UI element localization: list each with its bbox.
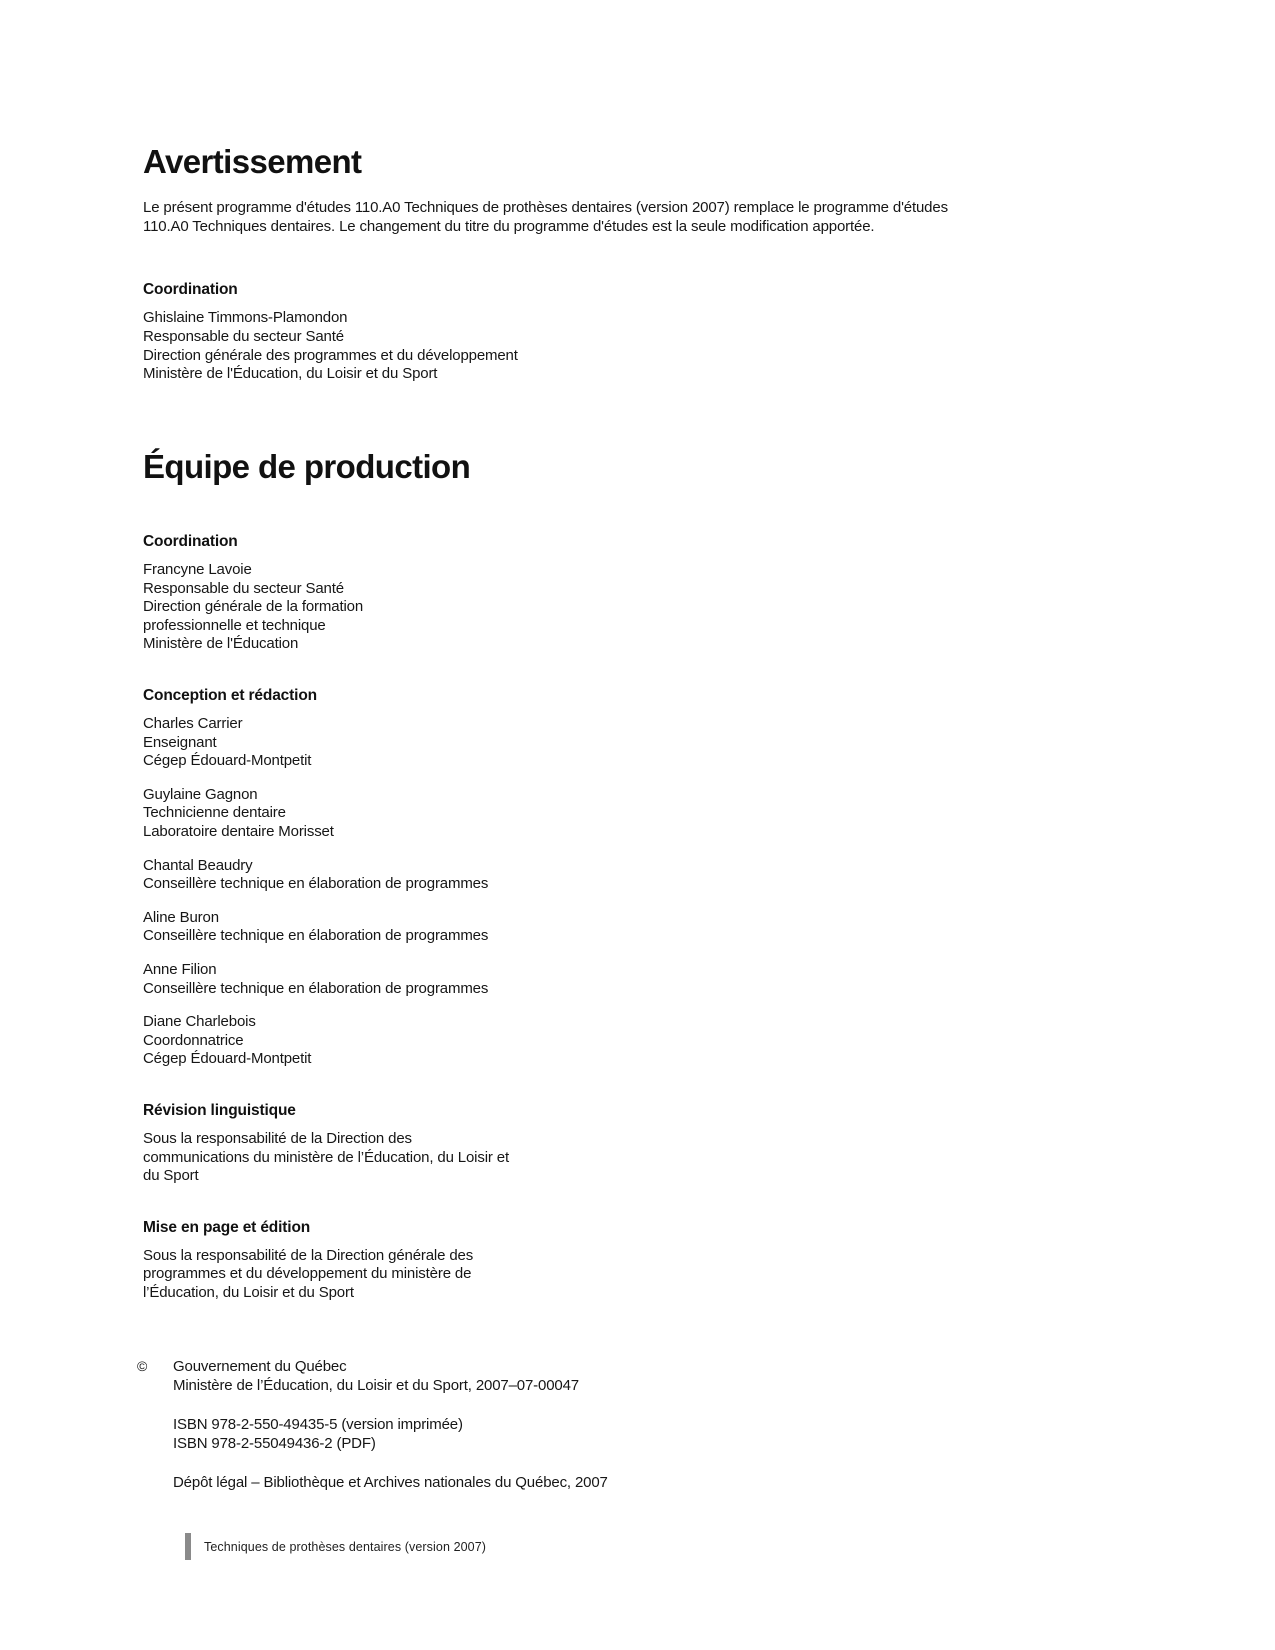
person-block xyxy=(143,1013,1175,1069)
text-line: Le présent programme d'études 110.A0 Techniques de prothèses dentaires (version 2007) remplace le programme d'études xyxy=(143,199,948,217)
text-line: Guylaine Gagnon xyxy=(143,785,258,803)
equipe-groups xyxy=(143,533,1175,1302)
text-line: communications du ministère de l’Éducation, du Loisir et xyxy=(143,1148,509,1166)
person-block xyxy=(143,1247,1175,1303)
text-line: Ministère de l'Éducation xyxy=(143,635,299,653)
text-line: Anne Filion xyxy=(143,960,217,978)
colophon-text xyxy=(173,1357,608,1492)
text-line: Sous la responsabilité de la Direction générale des xyxy=(143,1246,474,1264)
text-line: programmes et du développement du ministère de xyxy=(143,1265,472,1283)
text-line: Diane Charlebois xyxy=(143,1013,256,1031)
text-line: ISBN 978-2-550-49435-5 (version imprimée) xyxy=(173,1416,463,1433)
text-line: du Sport xyxy=(143,1167,199,1185)
text-line: ISBN 978-2-55049436-2 (PDF) xyxy=(173,1435,376,1452)
text-line: Responsable du secteur Santé xyxy=(143,579,344,597)
text-line: Conseillère technique en élaboration de programmes xyxy=(143,875,489,893)
text-line: Coordonnatrice xyxy=(143,1031,244,1049)
page-footer xyxy=(185,1533,486,1560)
text-line: Laboratoire dentaire Morisset xyxy=(143,823,334,840)
text-line: Gouvernement du Québec xyxy=(173,1358,347,1375)
colophon xyxy=(137,1357,608,1492)
section-title-avertissement: Avertissement xyxy=(143,143,362,180)
copyright-symbol: © xyxy=(137,1358,148,1374)
person-block xyxy=(143,961,1175,998)
person-block xyxy=(143,857,1175,894)
section-title-equipe-de-production: Équipe de production xyxy=(143,447,471,485)
text-line: Charles Carrier xyxy=(143,715,243,733)
person-block xyxy=(143,309,1175,383)
legal-deposit-block xyxy=(173,1473,608,1492)
text-line: Ghislaine Timmons-Plamondon xyxy=(143,309,348,327)
avertissement-paragraph xyxy=(143,199,1043,236)
publisher-block xyxy=(173,1357,608,1395)
text-line: Sous la responsabilité de la Direction des xyxy=(143,1129,412,1147)
text-line: Conseillère technique en élaboration de programmes xyxy=(143,927,489,945)
text-line: Direction générale de la formation xyxy=(143,598,364,616)
subsection-heading: Mise en page et édition xyxy=(143,1218,311,1236)
text-line: Ministère de l’Éducation, du Loisir et du Sport, 2007–07-00047 xyxy=(173,1377,579,1394)
subsection-heading: Conception et rédaction xyxy=(143,687,317,705)
person-block xyxy=(143,786,1175,842)
person-block xyxy=(143,715,1175,771)
text-line: Responsable du secteur Santé xyxy=(143,328,344,346)
subsection-heading-coordination: Coordination xyxy=(143,281,238,299)
person-block xyxy=(143,561,1175,654)
text-line: Ministère de l'Éducation, du Loisir et du Sport xyxy=(143,365,438,383)
subsection-heading: Révision linguistique xyxy=(143,1101,296,1119)
subsection-heading: Coordination xyxy=(143,533,238,551)
text-line: Direction générale des programmes et du développement xyxy=(143,346,518,364)
text-line: professionnelle et technique xyxy=(143,616,326,634)
person-block xyxy=(143,1130,1175,1186)
text-line: 110.A0 Techniques dentaires. Le changement du titre du programme d'études est la seule modification apportée. xyxy=(143,217,875,235)
footer-accent-bar xyxy=(185,1533,191,1560)
text-line: Enseignant xyxy=(143,733,217,751)
text-line: Francyne Lavoie xyxy=(143,561,252,579)
footer-title: Techniques de prothèses dentaires (version 2007) xyxy=(204,1539,487,1554)
text-line: Conseillère technique en élaboration de programmes xyxy=(143,979,489,997)
isbn-block xyxy=(173,1415,608,1453)
text-line: Cégep Édouard-Montpetit xyxy=(143,752,312,770)
text-line: l’Éducation, du Loisir et du Sport xyxy=(143,1283,354,1301)
text-line: Aline Buron xyxy=(143,908,219,926)
text-line: Chantal Beaudry xyxy=(143,856,253,874)
person-block xyxy=(143,909,1175,946)
text-line: Dépôt légal – Bibliothèque et Archives nationales du Québec, 2007 xyxy=(173,1474,608,1491)
text-line: Technicienne dentaire xyxy=(143,804,286,822)
text-line: Cégep Édouard-Montpetit xyxy=(143,1050,312,1068)
